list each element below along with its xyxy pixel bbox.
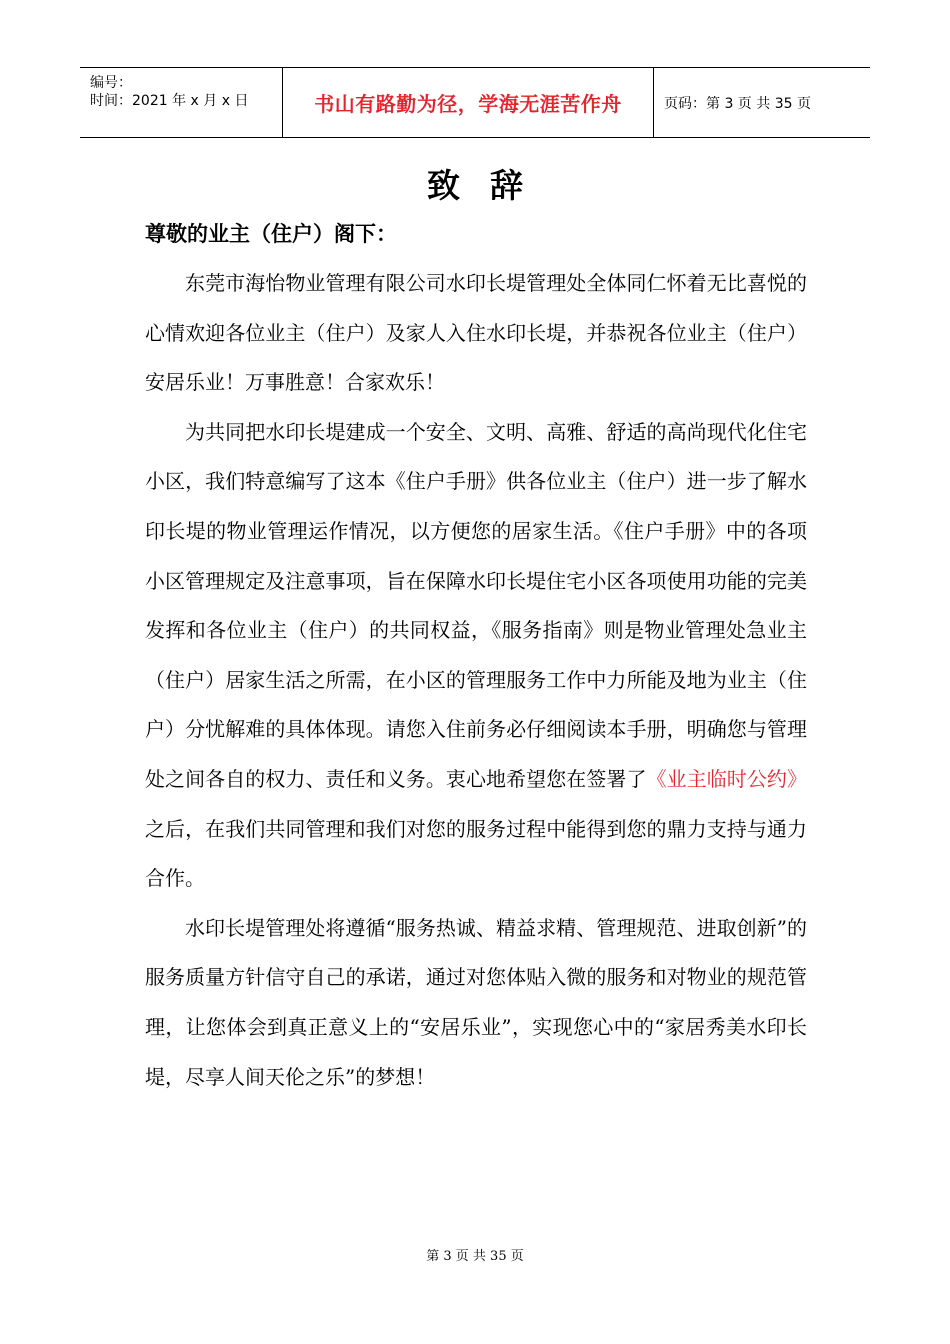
header-motto: 书山有路勤为径，学海无涯苦作舟	[283, 68, 654, 137]
page-footer: 第 3 页 共 35 页	[426, 1249, 524, 1264]
paragraph-handbook-text-end: 之后，在我们共同管理和我们对您的服务过程中能得到您的鼎力支持与通力合作。	[145, 816, 807, 891]
document-date-label: 时间：2021 年 x 月 x 日	[90, 93, 249, 109]
header-meta-cell	[80, 68, 283, 137]
letter-body	[145, 259, 807, 1102]
paragraph-service-commitment: 水印长堤管理处将遵循“服务热诚、精益求精、管理规范、进取创新”的服务质量方针信守自己的承诺，通过对您体贴入微的服务和对物业的规范管理，让您体会到真正意义上的“安居乐业”，实现您心中的“家居秀美水印长堤，尽享人间天伦之乐”的梦想！	[145, 915, 807, 1089]
page-title: 致辞	[427, 166, 553, 205]
paragraph-welcome: 东莞市海怡物业管理有限公司水印长堤管理处全体同仁怀着无比喜悦的心情欢迎各位业主（住户）及家人入住水印长堤，并恭祝各位业主（住户）安居乐业！万事胜意！合家欢乐！	[145, 271, 807, 395]
provisional-covenant-link[interactable]: 《业主临时公约》	[646, 766, 807, 791]
header-table	[80, 67, 870, 138]
header-page-code: 页码：第 3 页 共 35 页	[664, 95, 811, 112]
salutation: 尊敬的业主（住户）阁下：	[145, 222, 397, 246]
paragraph-handbook	[145, 408, 807, 904]
paragraph-handbook-text: 为共同把水印长堤建成一个安全、文明、高雅、舒适的高尚现代化住宅小区，我们特意编写了这本《住户手册》供各位业主（住户）进一步了解水印长堤的物业管理运作情况，以方便您的居家生活。《住户手册》中的各项小区管理规定及注意事项，旨在保障水印长堤住宅小区各项使用功能的完美发挥和各位业主（住户）的共同权益，《服务指南》则是物业管理处急业主（住户）居家生活之所需，在小区的管理服务工作中力所能及地为业主（住户）分忧解难的具体体现。请您入住前务必仔细阅读本手册，明确您与管理处之间各自的权力、责任和义务。衷心地希望您在签署了	[145, 419, 807, 791]
document-number-label: 编号：	[90, 75, 132, 91]
